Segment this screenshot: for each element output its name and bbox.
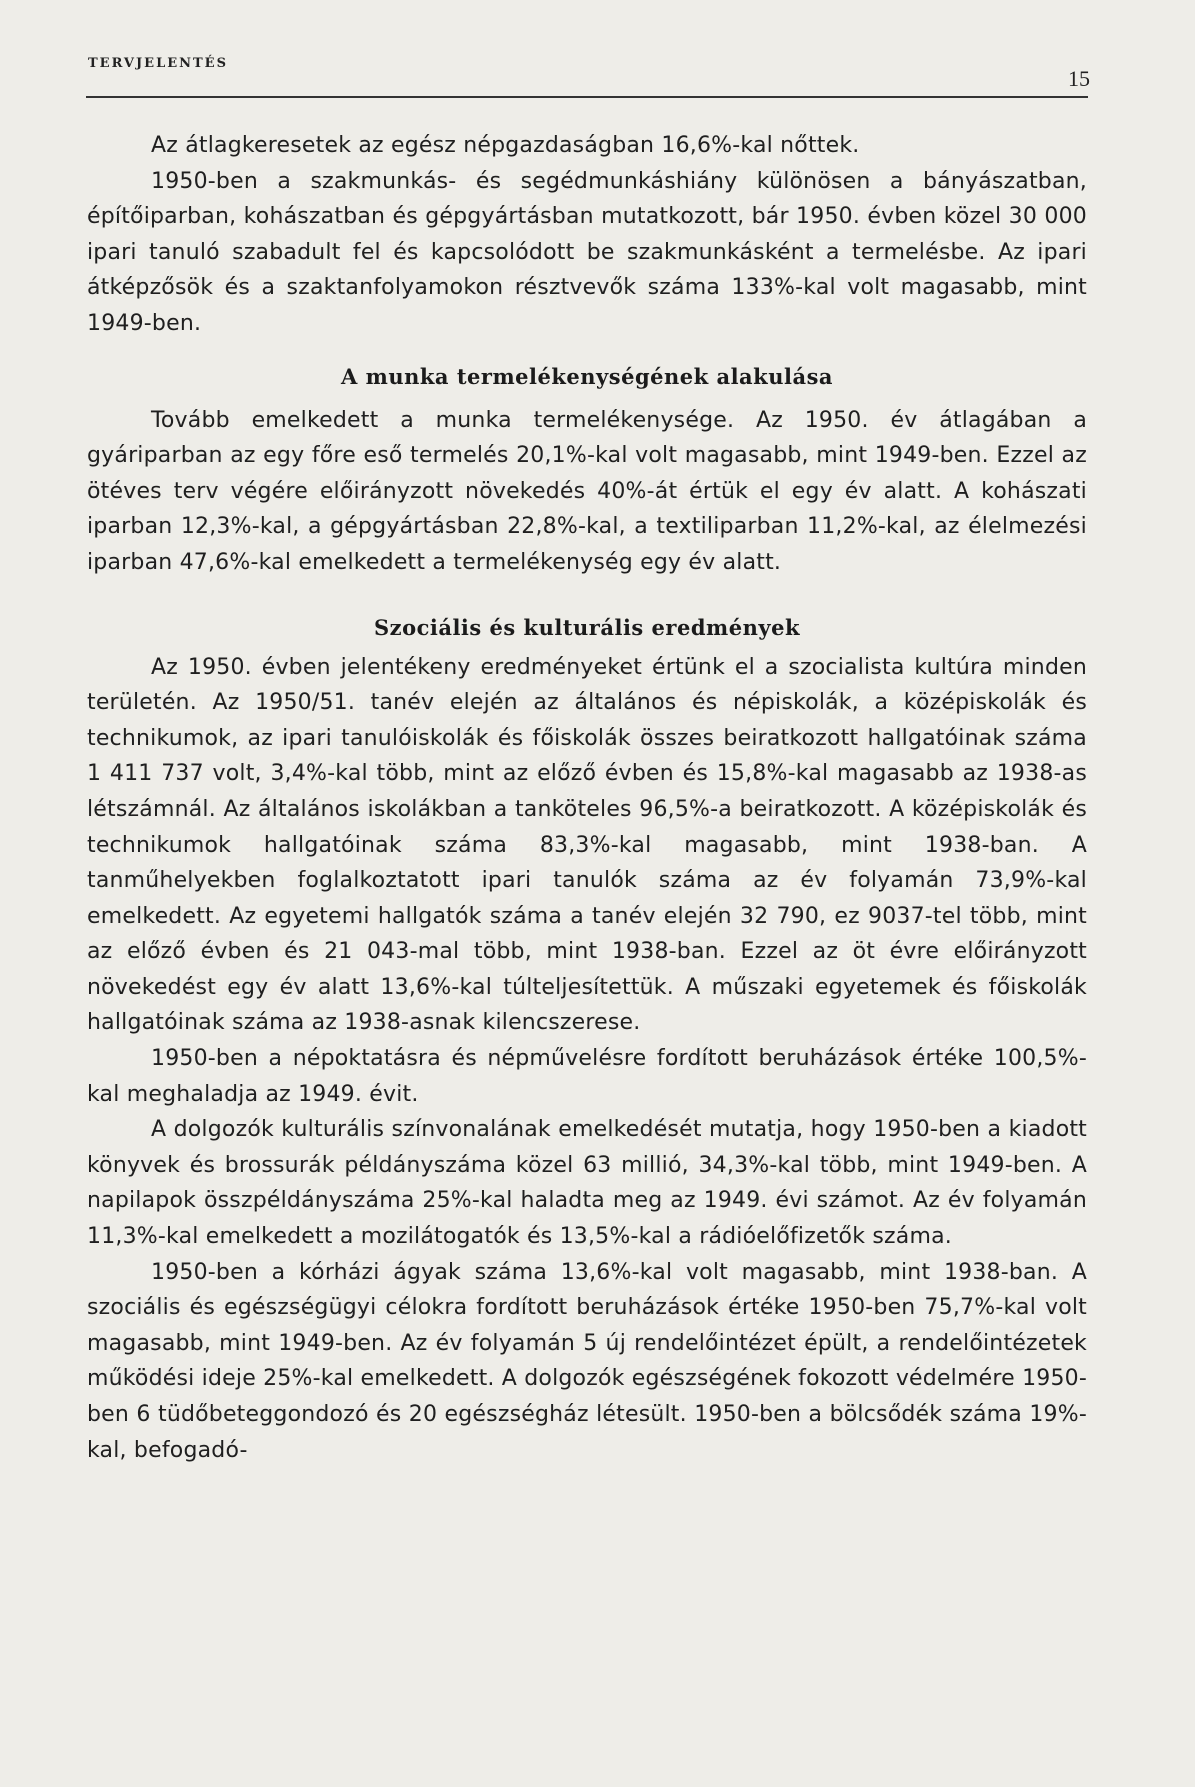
paragraph-cultural-level: A dolgozók kulturális színvonalának emelkedését mutatja, hogy 1950-ben a kiadott könyvek és brossurák példányszáma közel 63 millió, 34,3%-kal több, mint 1949-ben. A napilapok összpéldányszáma 25%-kal haladta meg az 1949. évi számot. Az év folyamán 11,3%-kal emelkedett a mozilátogatók és 13,5%-kal a rádióelőfizetők száma. <box>87 1117 1087 1250</box>
paragraph-skilled-workers: 1950-ben a szakmunkás- és segédmunkáshiány különösen a bányászatban, építőiparban, kohászatban és gépgyártásban mutatkozott, bár 1950. évben közel 30 000 ipari tanuló szabadult fel és kapcsolódott be szakmunkásként a termelésbe. Az ipari átképzősök és a szaktanfolyamokon résztvevők száma 133%-kal volt magasabb, mint 1949-ben. <box>87 168 1087 336</box>
section-heading-social-cultural: Szociális és kulturális eredmények <box>373 614 800 640</box>
header-rule <box>86 96 1088 98</box>
page-number: 15 <box>1068 66 1090 91</box>
paragraph-average-earnings: Az átlagkeresetek az egész népgazdaságban 16,6%-kal nőttek. <box>151 133 860 158</box>
body-text <box>87 128 1087 1468</box>
section-heading-productivity: A munka termelékenységének alakulása <box>341 363 833 389</box>
running-title: TERVJELENTÉS <box>88 56 228 71</box>
paragraph-health: 1950-ben a kórházi ágyak száma 13,6%-kal volt magasabb, mint 1938-ban. A szociális és egészségügyi célokra fordított beruházások értéke 1950-ben 75,7%-kal volt magasabb, mint 1949-ben. Az év folyamán 5 új rendelőintézet épült, a rendelőintézetek működési ideje 25%-kal emelkedett. A dolgozók egészségének fokozott védelmére 1950-ben 6 tüdőbeteggondozó és 20 egészségház létesült. 1950-ben a bölcsődék száma 19%-kal, befogadó- <box>87 1259 1087 1463</box>
paragraph-public-education-investment: 1950-ben a népoktatásra és népművelésre fordított beruházások értéke 100,5%-kal meghaladja az 1949. évit. <box>87 1046 1087 1107</box>
paragraph-productivity: Tovább emelkedett a munka termelékenysége. Az 1950. év átlagában a gyáriparban az egy főre eső termelés 20,1%-kal volt magasabb, mint 1949-ben. Ezzel az ötéves terv végére előirányzott növekedés 40%-át értük el egy év alatt. A kohászati iparban 12,3%-kal, a gépgyártásban 22,8%-kal, a textiliparban 11,2%-kal, az élelmezési iparban 47,6%-kal emelkedett a termelékenység egy év alatt. <box>87 407 1087 575</box>
paragraph-education: Az 1950. évben jelentékeny eredményeket értünk el a szocialista kultúra minden területén. Az 1950/51. tanév elején az általános és népiskolák, a középiskolák és technikumok, az ipari tanulóiskolák és főiskolák összes beiratkozott hallgatóinak száma 1 411 737 volt, 3,4%-kal több, mint az előző évben és 15,8%-kal magasabb az 1938-as létszámnál. Az általános iskolákban a tanköteles 96,5%-a beiratkozott. A középiskolák és technikumok hallgatóinak száma 83,3%-kal magasabb, mint 1938-ban. A tanműhelyekben foglalkoztatott ipari tanulók száma az év folyamán 73,9%-kal emelkedett. Az egyetemi hallgatók száma a tanév elején 32 790, ez 9037-tel több, mint az előző évben és 21 043-mal több, mint 1938-ban. Ezzel az öt évre előirányzott növekedést egy év alatt 13,6%-kal túlteljesítettük. A műszaki egyetemek és főiskolák hallgatóinak száma az 1938-asnak kilencszerese. <box>87 654 1087 1036</box>
